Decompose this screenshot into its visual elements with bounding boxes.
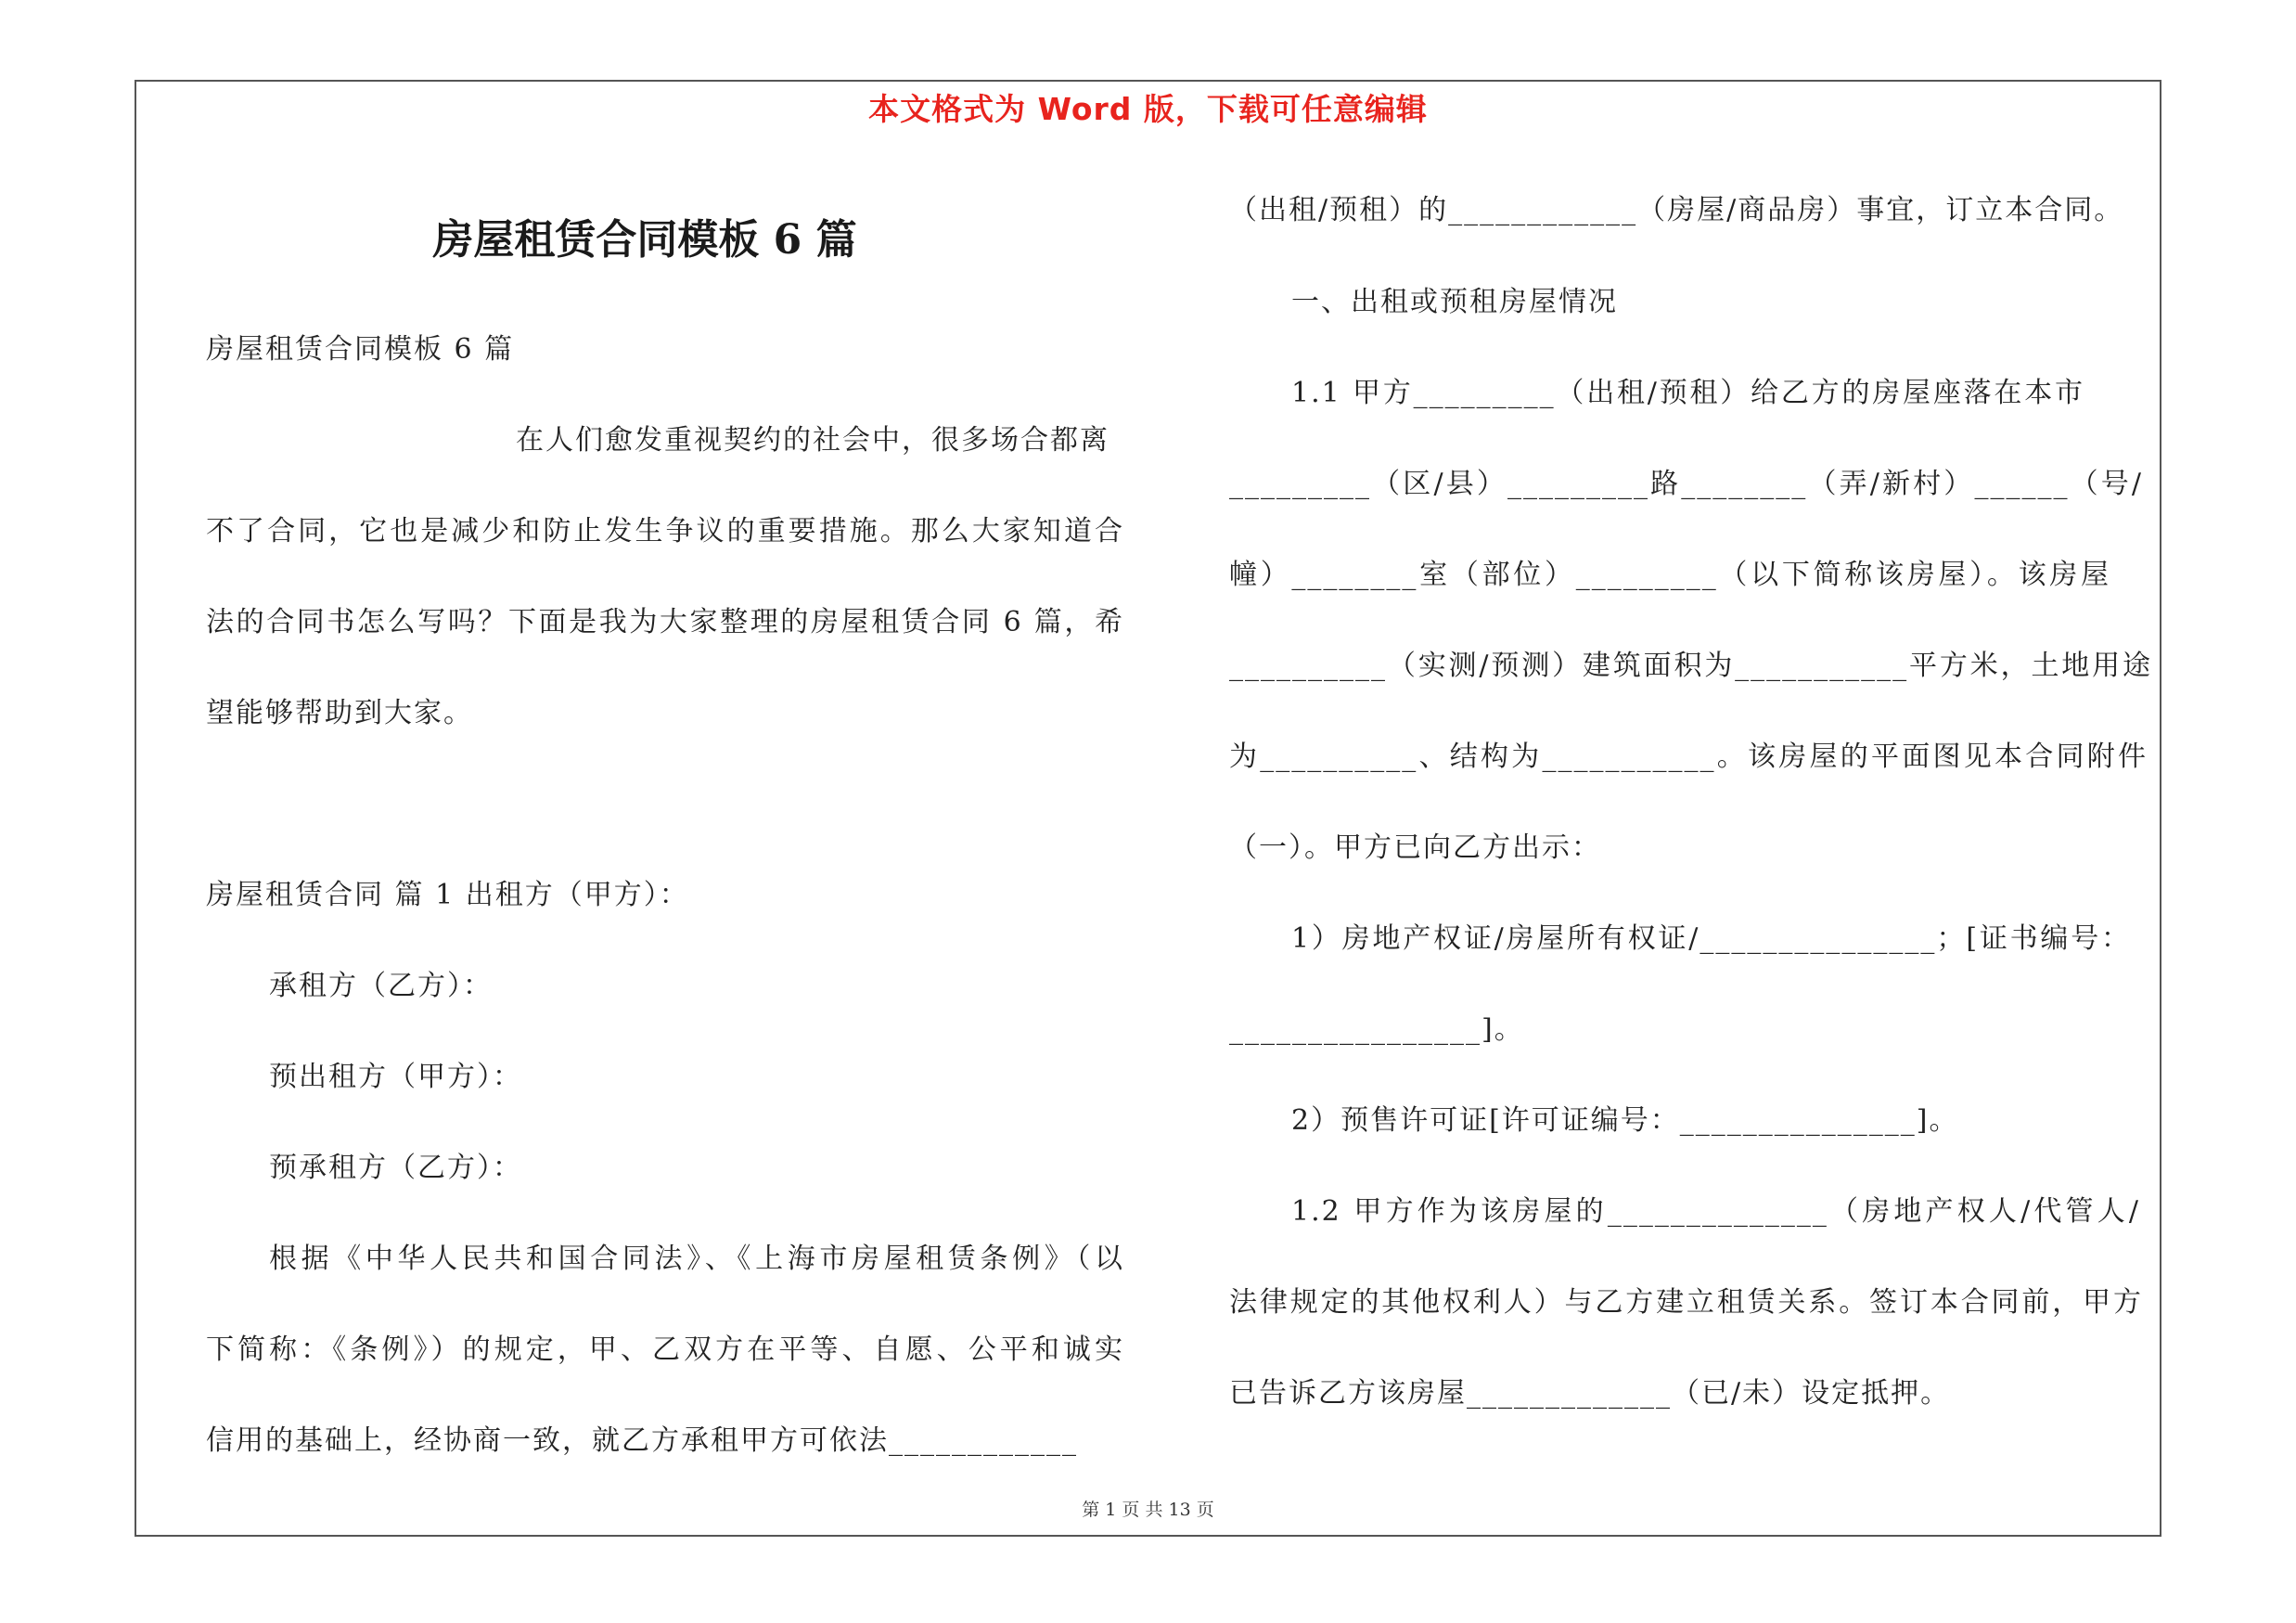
right-line-location: _________（区/县）_________路________（弄/新村）______（号/ (1229, 468, 2143, 500)
right-line-1-1: 1.1 甲方_________（出租/预租）给乙方的房屋座落在本市 (1291, 377, 2084, 409)
left-line-contract-heading: 房屋租赁合同 篇 1 出租方（甲方）： (206, 879, 689, 911)
right-line-1-2: 1.2 甲方作为该房屋的______________（房地产权人/代管人/ (1291, 1195, 2140, 1228)
left-line-intro-3: 法的合同书怎么写吗？下面是我为大家整理的房屋租赁合同 6 篇，希 (206, 606, 1124, 638)
right-line-section-1: 一、出租或预租房屋情况 (1291, 286, 1618, 318)
right-line-presale-permit: 2）预售许可证[许可证编号：_______________]。 (1291, 1104, 1959, 1137)
right-line-use: 为__________、结构为___________。该房屋的平面图见本合同附件 (1229, 741, 2148, 773)
page-number-footer: 第 1 页 共 13 页 (1082, 1500, 1214, 1520)
right-line-mortgage: 已告诉乙方该房屋_____________（已/未）设定抵押。 (1229, 1377, 1951, 1410)
right-line-certificate: 1）房地产权证/房屋所有权证/_______________；[证书编号： (1291, 922, 2131, 955)
right-line-1: （出租/预租）的____________（房屋/商品房）事宜，订立本合同。 (1229, 194, 2124, 226)
format-banner: 本文格式为 Word 版，下载可任意编辑 (868, 91, 1428, 127)
document-title: 房屋租赁合同模板 6 篇 (432, 216, 857, 264)
left-line-intro-2: 不了合同，它也是减少和防止发生争议的重要措施。那么大家知道合 (206, 515, 1124, 547)
right-line-area: __________（实测/预测）建筑面积为___________平方米，土地用途 (1229, 650, 2152, 682)
left-line-intro-1: 在人们愈发重视契约的社会中，很多场合都离 (516, 424, 1110, 457)
right-line-relationship: 法律规定的其他权利人）与乙方建立租赁关系。签订本合同前，甲方 (1229, 1286, 2143, 1319)
left-line-pre-lessor: 预出租方（甲方）： (269, 1061, 522, 1093)
left-line-lessee: 承租方（乙方）： (269, 970, 493, 1002)
left-line-basis-2: 下简称：《条例》）的规定，甲、乙双方在平等、自愿、公平和诚实 (206, 1333, 1124, 1366)
right-line-shown: （一）。甲方已向乙方出示： (1229, 831, 1601, 864)
left-line-basis-3: 信用的基础上，经协商一致，就乙方承租甲方可依法____________ (206, 1424, 1078, 1457)
left-line-pre-lessee: 预承租方（乙方）： (269, 1152, 522, 1184)
right-line-certificate-number: ________________]。 (1229, 1013, 1524, 1046)
left-line-intro-4: 望能够帮助到大家。 (206, 697, 473, 729)
right-line-room: 幢）________室（部位）_________（以下简称该房屋）。该房屋 (1229, 559, 2110, 591)
left-line-subtitle: 房屋租赁合同模板 6 篇 (206, 333, 515, 366)
left-line-basis-1: 根据《中华人民共和国合同法》、《上海市房屋租赁条例》（以 (269, 1243, 1124, 1275)
